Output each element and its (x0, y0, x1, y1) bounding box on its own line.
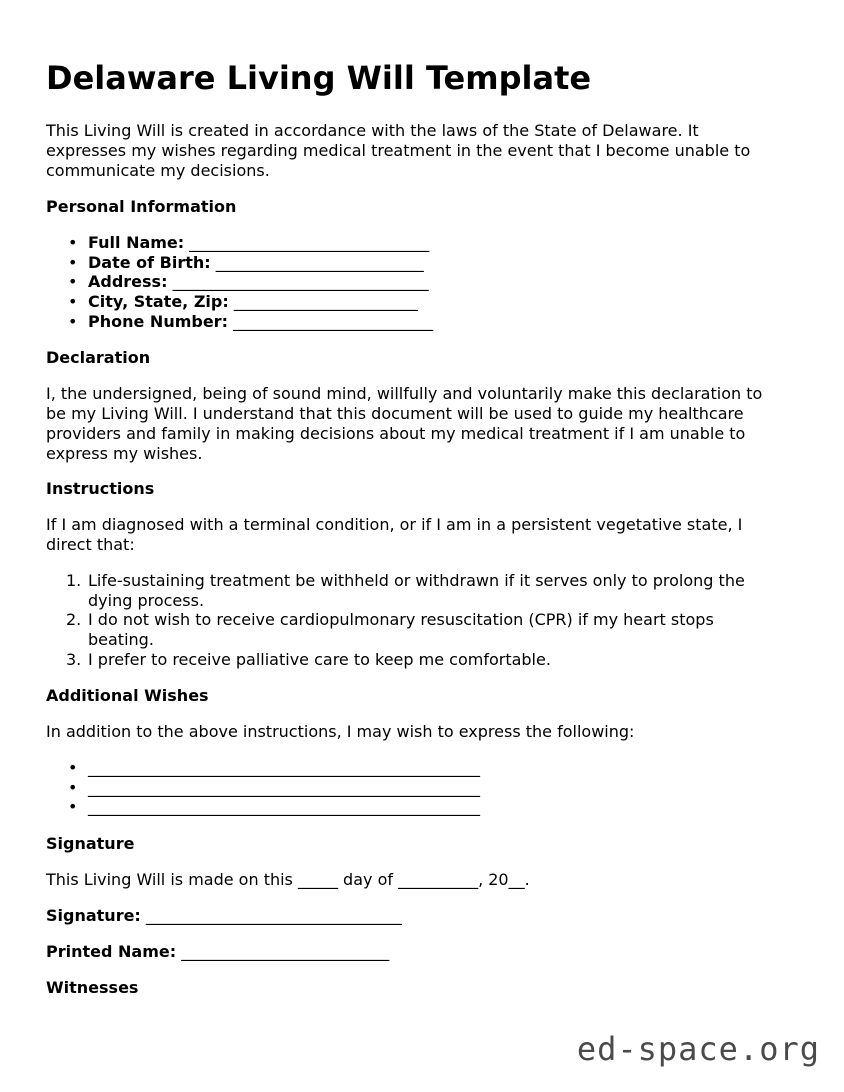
list-item (46, 797, 480, 817)
wish-blank[interactable]: _________________________________________________ (88, 758, 480, 777)
instructions-lead-1: If I am diagnosed with a terminal condition, or if I am in a persistent vegetative state, I (46, 515, 743, 534)
signature-field (46, 906, 402, 926)
item-text: Life-sustaining treatment be withheld or withdrawn if it serves only to prolong the (88, 571, 745, 590)
item-number: 1. (66, 571, 82, 590)
list-item (46, 253, 433, 273)
personal-info-heading: Personal Information (46, 197, 237, 216)
printed-name-field (46, 942, 389, 962)
list-item (46, 650, 745, 670)
personal-info-list (46, 233, 433, 332)
item-number: 2. (66, 610, 82, 630)
printed-name-blank[interactable]: __________________________ (181, 942, 390, 961)
field-label: Phone Number: (88, 311, 228, 331)
declaration-line-2: be my Living Will. I understand that this document will be used to guide my healthcare (46, 404, 744, 423)
wish-blank[interactable]: _________________________________________________ (88, 777, 480, 797)
list-item (46, 610, 745, 630)
witnesses-heading: Witnesses (46, 978, 139, 997)
list-item (46, 272, 433, 292)
list-item (46, 312, 433, 332)
additional-wishes-lead: In addition to the above instructions, I may wish to express the following: (46, 722, 635, 741)
declaration-line-3: providers and family in making decisions about my medical treatment if I am unable to (46, 424, 746, 443)
field-blank[interactable]: ______________________________ (189, 233, 430, 252)
declaration-heading: Declaration (46, 348, 151, 367)
field-label: Address: (88, 272, 168, 292)
item-text: I prefer to receive palliative care to keep me comfortable. (88, 649, 551, 669)
declaration-line-1: I, the undersigned, being of sound mind, willfully and voluntarily make this declaration to (46, 384, 763, 403)
field-blank[interactable]: _______________________ (233, 292, 418, 312)
field-blank[interactable]: __________________________ (215, 252, 424, 272)
signature-label: Signature: (46, 906, 141, 925)
field-label: Date of Birth: (88, 252, 211, 272)
list-item (46, 778, 480, 798)
additional-wishes-heading: Additional Wishes (46, 686, 209, 705)
wish-blank[interactable]: _________________________________________________ (88, 797, 480, 817)
additional-wishes-list (46, 758, 480, 817)
signature-blank[interactable]: ________________________________ (145, 906, 402, 925)
list-item (46, 630, 745, 650)
intro-line-2: expresses my wishes regarding medical treatment in the event that I become unable to (46, 141, 751, 160)
field-label: City, State, Zip: (88, 292, 229, 312)
page-title: Delaware Living Will Template (46, 59, 592, 97)
declaration-line-4: express my wishes. (46, 444, 203, 463)
field-label: Full Name: (88, 233, 185, 252)
made-on-line: This Living Will is made on this _____ day of __________, 20__. (46, 870, 530, 889)
intro-line-3: communicate my decisions. (46, 161, 270, 180)
instructions-lead-2: direct that: (46, 535, 135, 554)
bullet-icon: • (68, 758, 78, 777)
field-blank[interactable]: ________________________________ (172, 272, 429, 292)
list-item (46, 292, 433, 312)
item-number: 3. (66, 649, 82, 669)
bullet-icon: • (68, 777, 78, 797)
bullet-icon: • (68, 797, 78, 817)
instructions-list (46, 571, 745, 670)
bullet-icon: • (68, 252, 78, 272)
printed-name-label: Printed Name: (46, 942, 177, 961)
item-text: dying process. (88, 590, 205, 610)
field-blank[interactable]: _________________________ (233, 311, 434, 331)
instructions-heading: Instructions (46, 479, 155, 498)
list-item (46, 233, 433, 253)
list-item (46, 571, 745, 591)
list-item (46, 758, 480, 778)
list-item (46, 591, 745, 611)
item-text: beating. (88, 630, 154, 650)
signature-heading: Signature (46, 834, 135, 853)
bullet-icon: • (68, 292, 78, 312)
intro-line-1: This Living Will is created in accordance with the laws of the State of Delaware. It (46, 121, 699, 140)
watermark: ed-space.org (576, 1030, 820, 1068)
bullet-icon: • (68, 311, 78, 331)
bullet-icon: • (68, 233, 78, 252)
bullet-icon: • (68, 272, 78, 292)
item-text: I do not wish to receive cardiopulmonary resuscitation (CPR) if my heart stops (88, 610, 714, 630)
